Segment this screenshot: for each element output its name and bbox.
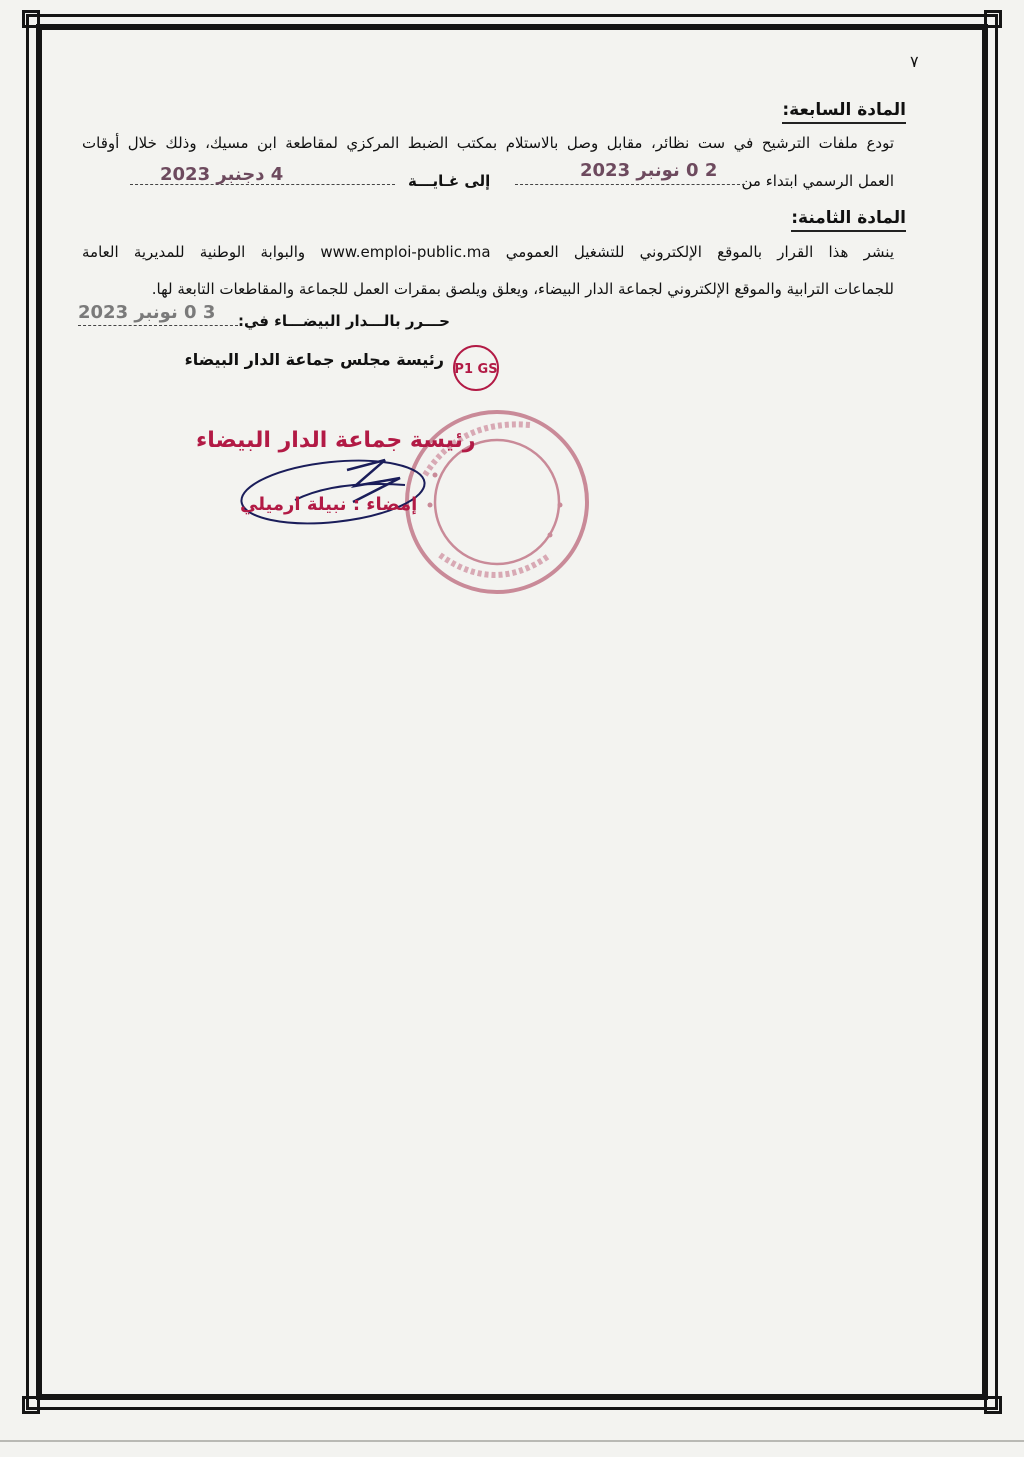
article7-line2-start: العمل الرسمي ابتداء من [741,172,894,190]
page-mark: ٧ [910,52,919,71]
frame-corner [22,1396,40,1414]
signing-date-value: 3 0 نونبر 2023 [78,302,216,323]
small-stamp-text: P1 GS [454,362,498,377]
article8-line1: ينشر هذا القرار بالموقع الإلكتروني للتشغيل العمومي www.emploi-public.ma والبوابة الوطنية للمديرية العامة [82,243,894,261]
page-edge-line [0,1440,1024,1442]
date-from-value: 2 0 نونبر 2023 [580,160,718,181]
frame-corner [984,1396,1002,1414]
article8-line2: للجماعات الترابية والموقع الإلكتروني لجماعة الدار البيضاء، ويعلق ويلصق بمقرات العمل للجماعة والمقاطعات التابعة لها. [151,280,894,298]
frame-corner [22,10,40,28]
small-stamp-icon [450,342,502,394]
article8-heading: المادة الثامنة: [791,208,906,232]
signature-icon [235,440,445,540]
article7-heading: المادة السابعة: [782,100,906,124]
date-to-value: 4 دجنبر 2023 [160,164,284,185]
stamp-title: رئيسة جماعة الدار البيضاء [196,428,476,453]
signing-place: حـــرر بالـــدار البيضـــاء في: [237,312,450,330]
stamp-signed: إمضاء : نبيلة ارميلي [240,494,418,515]
date-from-line [515,184,745,185]
frame-corner [984,10,1002,28]
article7-line1: تودع ملفات الترشيح في ست نظائر، مقابل وصل بالاستلام بمكتب الضبط المركزي لمقاطعة ابن مسيك، وذلك خلال أوقات [82,134,894,152]
signatory-title: رئيسة مجلس جماعة الدار البيضاء [184,350,444,369]
signing-date-line [78,325,238,326]
until-label: إلى غـايـــة [408,172,491,190]
